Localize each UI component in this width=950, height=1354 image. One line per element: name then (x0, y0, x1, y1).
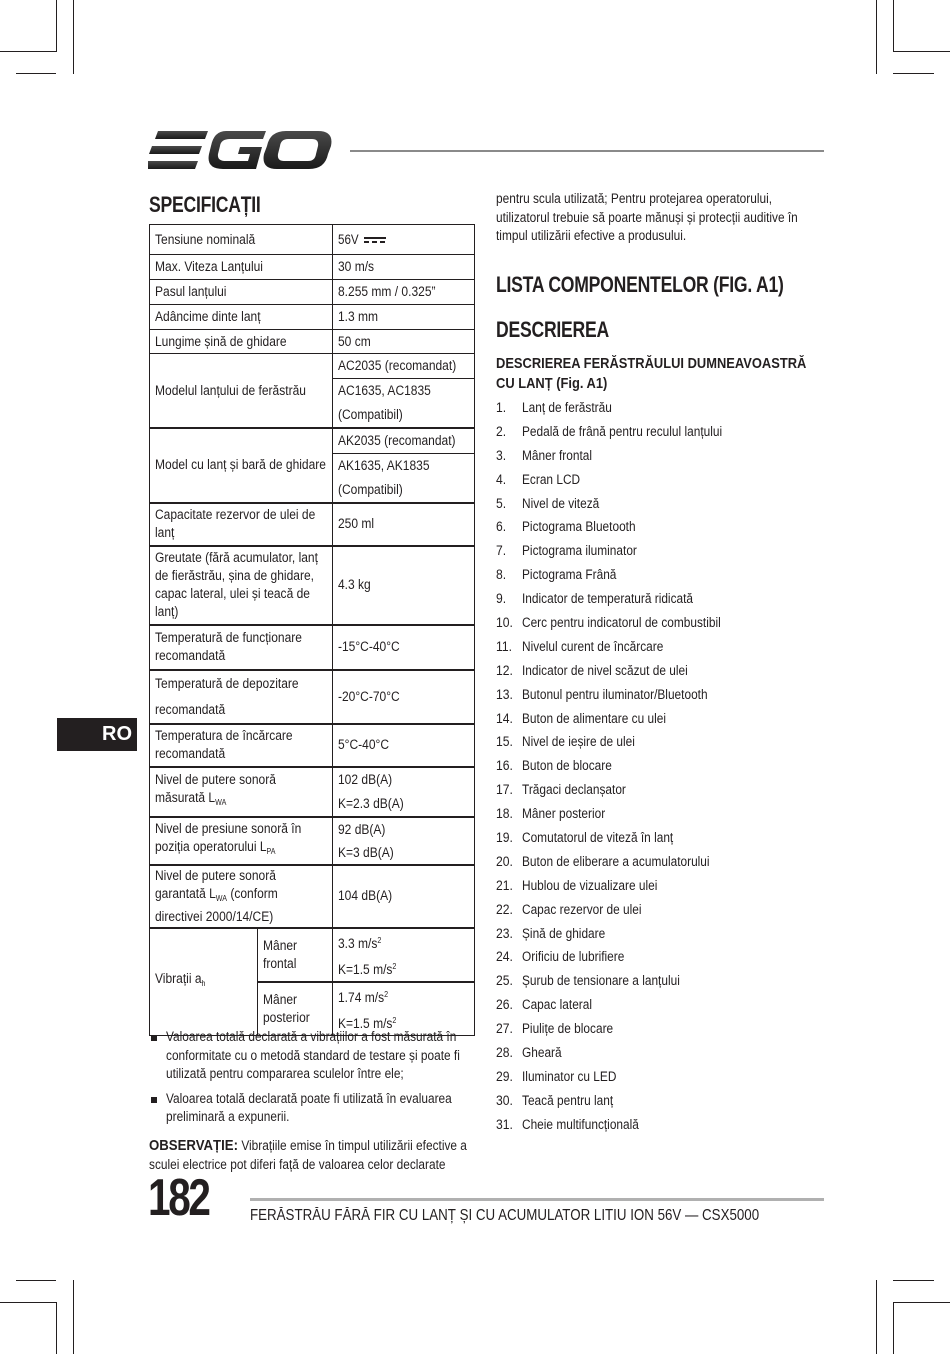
list-item-number: 14. (496, 710, 513, 726)
crop-mark (16, 73, 56, 74)
crop-mark (0, 51, 56, 52)
list-item-number: 8. (496, 567, 507, 583)
ego-logo (148, 128, 332, 172)
list-item (496, 732, 749, 756)
page-number: 182 (148, 1169, 209, 1227)
list-item-label: Pictograma Bluetooth (522, 519, 636, 535)
list-item (496, 613, 749, 637)
list-item (496, 589, 749, 613)
list-item-number: 25. (496, 973, 513, 989)
list-item-number: 24. (496, 949, 513, 965)
description-subheading: DESCRIEREA FERĂSTRĂULUI DUMNEAVOASTRĂ CU LANȚ (Fig. A1) (496, 355, 807, 392)
list-item-label: Șurub de tensionare a lanțului (522, 973, 680, 989)
list-item-label: Orificiu de lubrifiere (522, 949, 625, 965)
list-item-number: 18. (496, 806, 513, 822)
list-item-number: 17. (496, 782, 513, 798)
list-item-label: Comutatorul de viteză în lanț (522, 830, 674, 846)
list-item (496, 852, 749, 876)
list-item (496, 685, 749, 709)
crop-mark (893, 1302, 950, 1303)
list-item (496, 756, 749, 780)
list-item-label: Capac rezervor de ulei (522, 901, 642, 917)
table-row: AK1635, AK1835 (Compatibil) (150, 453, 475, 503)
list-item-label: Piulițe de blocare (522, 1021, 614, 1037)
table-row: Max. Viteza Lanțului 30 m/s (150, 255, 475, 280)
list-item-label: Nivel de viteză (522, 495, 600, 511)
crop-mark (893, 51, 950, 52)
crop-mark (876, 1280, 877, 1354)
list-item-number: 9. (496, 591, 507, 607)
description-heading: DESCRIEREA (496, 317, 609, 342)
list-item-number: 15. (496, 734, 513, 750)
list-item-label: Hublou de vizualizare ulei (522, 877, 658, 893)
table-row: Adâncime dinte lanț 1.3 mm (150, 305, 475, 330)
list-item-number: 28. (496, 1045, 513, 1061)
dc-symbol-icon (364, 236, 386, 244)
list-item-label: Nivelul curent de încărcare (522, 638, 664, 654)
crop-mark (16, 1280, 56, 1281)
list-item-number: 26. (496, 997, 513, 1013)
list-item-number: 22. (496, 901, 513, 917)
list-item-number: 6. (496, 519, 507, 535)
list-item-label: Buton de alimentare cu ulei (522, 710, 666, 726)
header-rule (350, 150, 824, 152)
list-item-label: Nivel de ieșire de ulei (522, 734, 635, 750)
list-item-number: 19. (496, 830, 513, 846)
crop-mark (876, 0, 877, 74)
list-item (496, 637, 749, 661)
notes-list (149, 1028, 479, 1133)
list-item-number: 31. (496, 1116, 513, 1132)
list-item-number: 5. (496, 495, 507, 511)
list-item (496, 541, 749, 565)
crop-mark (893, 0, 894, 52)
footer-title: FERĂSTRĂU FĂRĂ FIR CU LANȚ ȘI CU ACUMULATOR LITIU ION 56V — CSX5000 (250, 1207, 760, 1224)
table-row: Mâner posterior 1.74 $m/s^2$ K=1.5 $m/s^2$ (150, 982, 475, 1036)
table-row: Modelul lanțului de ferăstrău AC2035 (recomandat) (150, 354, 475, 379)
list-item (496, 470, 749, 494)
crop-mark (893, 1302, 894, 1354)
list-item-label: Indicator de nivel scăzut de ulei (522, 662, 688, 678)
list-item-label: Butonul pentru iluminator/Bluetooth (522, 686, 708, 702)
table-row: Pasul lanțului 8.255 mm / 0.325” (150, 280, 475, 305)
list-item-number: 21. (496, 877, 513, 893)
table-row: Temperatură de depozitare recomandată -20°C-70°C (150, 670, 475, 724)
observation-label: OBSERVAȚIE: (149, 1137, 239, 1154)
list-item-label: Mâner frontal (522, 447, 593, 463)
list-item-label: Buton de blocare (522, 758, 612, 774)
list-item-number: 1. (496, 400, 507, 415)
list-item-number: 20. (496, 853, 513, 869)
list-item (496, 924, 749, 948)
components-heading: LISTA COMPONENTELOR (FIG. A1) (496, 272, 784, 297)
list-item-number: 4. (496, 471, 507, 487)
list-item-label: Mâner posterior (522, 806, 606, 822)
observation-text: Vibrațiile emise în timpul utilizării efective a sculei electrice pot diferi față de valoarea celor declarate (149, 1138, 467, 1172)
list-item (496, 1019, 749, 1043)
list-item-label: Iluminator cu LED (522, 1068, 617, 1084)
list-item (496, 995, 749, 1019)
list-item (496, 709, 749, 733)
list-item-label: Gheară (522, 1045, 562, 1061)
list-item (496, 947, 749, 971)
list-item (496, 876, 749, 900)
list-item-number: 2. (496, 423, 507, 439)
list-item (496, 398, 749, 422)
list-item-number: 12. (496, 662, 513, 678)
list-item (496, 661, 749, 685)
list-item-label: Ecran LCD (522, 471, 581, 487)
list-item-number: 16. (496, 758, 513, 774)
list-item-number: 7. (496, 543, 507, 559)
list-item-label: Cerc pentru indicatorul de combustibil (522, 615, 721, 631)
list-item: Valoarea totală declarată poate fi utilizată în evaluarea preliminară a expunerii. (149, 1090, 479, 1127)
list-item-number: 27. (496, 1021, 513, 1037)
crop-mark (73, 0, 74, 74)
crop-mark (56, 0, 57, 52)
list-item (496, 422, 749, 446)
list-item-label: Indicator de temperatură ridicată (522, 591, 694, 607)
list-item (496, 780, 749, 804)
list-item-number: 23. (496, 925, 513, 941)
list-item (496, 1091, 749, 1115)
list-item-label: Lanț de ferăstrău (522, 400, 612, 415)
crop-mark (893, 1280, 934, 1281)
crop-mark (56, 1302, 57, 1354)
list-item (496, 565, 749, 589)
table-row: Vibrații $a_h$ Mâner frontal 3.3 $m/s^2$ K=1.5 $m/s^2$ (150, 928, 475, 982)
list-item (496, 1115, 749, 1139)
list-item-label: Teacă pentru lanț (522, 1092, 614, 1108)
list-item (496, 1043, 749, 1067)
list-item-label: Șină de ghidare (522, 925, 606, 941)
table-row: Greutate (fără acumulator, lanț de fierăstrău, șina de ghidare, capac lateral, ulei și teacă de lanț) 4.3 kg (150, 546, 475, 625)
list-item-number: 29. (496, 1068, 513, 1084)
footer-rule (250, 1198, 824, 1201)
language-tab: RO (57, 718, 137, 751)
table-row: Temperatura de încărcare recomandată 5°C-40°C (150, 724, 475, 767)
list-item-label: Pictograma iluminator (522, 543, 637, 559)
list-item-label: Buton de eliberare a acumulatorului (522, 853, 710, 869)
list-item-label: Pictograma Frână (522, 567, 617, 583)
table-row: Capacitate rezervor de ulei de lanț 250 ml (150, 503, 475, 546)
crop-mark (893, 73, 934, 74)
list-item-label: Cheie multifuncțională (522, 1116, 639, 1132)
list-item-number: 10. (496, 615, 513, 631)
list-item-label: Trăgaci declanșator (522, 782, 626, 798)
spec-table (149, 224, 475, 1036)
spec-heading: SPECIFICAȚII (149, 192, 261, 217)
table-row: Model cu lanț și bară de ghidare AK2035 (recomandat) (150, 428, 475, 453)
list-item (496, 804, 749, 828)
table-row: Nivel de putere sonoră măsurată $L_{WA}$ 102 dB(A) K=2.3 dB(A) (150, 767, 475, 817)
list-item (496, 828, 749, 852)
list-item (496, 446, 749, 470)
list-item-number: 13. (496, 686, 513, 702)
table-row: Lungime șină de ghidare 50 cm (150, 330, 475, 354)
parts-list (496, 398, 749, 1139)
crop-mark (0, 1302, 56, 1303)
list-item (496, 517, 749, 541)
list-item-label: Capac lateral (522, 997, 593, 1013)
table-row: Nivel de presiune sonoră în poziția operatorului $L_{PA}$ 92 dB(A) K=3 dB(A) (150, 817, 475, 865)
list-item-number: 11. (496, 638, 512, 654)
list-item-label: Pedală de frână pentru reculul lanțului (522, 423, 723, 439)
list-item (496, 1067, 749, 1091)
list-item (496, 900, 749, 924)
list-item-number: 3. (496, 447, 507, 463)
bullet-square-icon (151, 1035, 157, 1041)
table-row: Temperatură de funcționare recomandată -15°C-40°C (150, 625, 475, 670)
table-row: AC1635, AC1835 (Compatibil) (150, 379, 475, 429)
list-item-number: 30. (496, 1092, 513, 1108)
bullet-square-icon (151, 1097, 157, 1103)
list-item: Valoarea totală declarată a vibrațiilor a fost măsurată în conformitate cu o metodă standard de testare și poate fi utilizată pentru compararea sculelor între ele; (149, 1028, 479, 1084)
table-row: Tensiune nominală 56V (150, 225, 475, 255)
list-item (496, 971, 749, 995)
list-item (496, 494, 749, 518)
intro-paragraph: pentru scula utilizată; Pentru protejarea operatorului, utilizatorul trebuie să poarte mănuși și protecții auditive în timpul utilizării efective a produsului. (496, 191, 798, 243)
table-row: Nivel de putere sonoră garantată $L_{WA}$ (conform directivei 2000/14/CE) 104 dB(A) (150, 865, 475, 928)
crop-mark (73, 1280, 74, 1354)
